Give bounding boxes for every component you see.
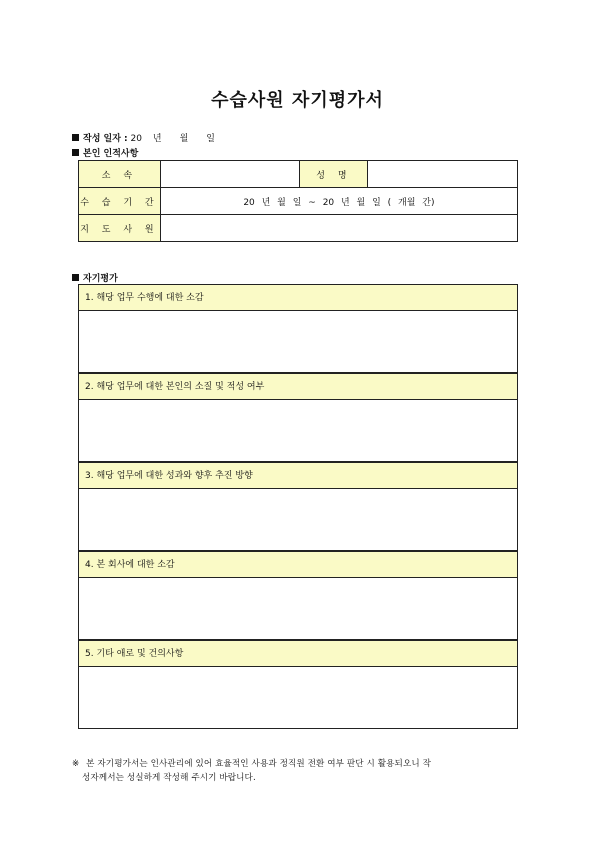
date-label: 작성 일자 : <box>83 134 128 144</box>
footnote-line-1 <box>72 757 431 769</box>
eval-section-answer[interactable] <box>79 578 517 639</box>
date-line <box>72 131 215 144</box>
eval-section-1 <box>78 284 518 373</box>
self-eval-heading-text: 자기평가 <box>83 274 118 284</box>
bullet-square-icon <box>72 134 79 141</box>
eval-section-2 <box>78 373 518 462</box>
eval-section-3 <box>78 462 518 551</box>
eval-section-5 <box>78 640 518 729</box>
affiliation-label: 소 속 <box>79 161 161 188</box>
eval-section-title: 1. 해당 업무 수행에 대한 소감 <box>79 285 517 311</box>
eval-section-answer[interactable] <box>79 400 517 461</box>
eval-section-answer[interactable] <box>79 489 517 550</box>
eval-section-title: 3. 해당 업무에 대한 성과와 향후 추진 방향 <box>79 463 517 489</box>
date-day-unit: 일 <box>206 134 215 144</box>
name-field[interactable] <box>368 161 518 188</box>
personal-heading-text: 본인 인적사항 <box>83 149 139 159</box>
bullet-square-icon <box>72 274 79 281</box>
eval-section-answer[interactable] <box>79 311 517 372</box>
date-year-unit: 년 <box>152 134 162 144</box>
affiliation-field[interactable] <box>160 161 300 188</box>
eval-section-answer[interactable] <box>79 667 517 728</box>
name-label: 성 명 <box>300 161 368 188</box>
page-title: 수습사원 자기평가서 <box>211 90 384 111</box>
self-eval-heading <box>72 271 118 284</box>
footnote-line-2: 성자께서는 성실하게 작성해 주시기 바랍니다. <box>82 773 256 783</box>
date-month-unit: 월 <box>179 134 189 144</box>
bullet-square-icon <box>72 149 79 156</box>
eval-section-title: 2. 해당 업무에 대한 본인의 소질 및 적성 여부 <box>79 374 517 400</box>
eval-section-4 <box>78 551 518 640</box>
footnote-text-1: 본 자기평가서는 인사관리에 있어 효율적인 사용과 정직원 전환 여부 판단 시 활용되오니 작 <box>86 759 431 769</box>
period-label: 수 습 기 간 <box>79 188 161 215</box>
mentor-field[interactable] <box>160 215 517 242</box>
eval-section-title: 4. 본 회사에 대한 소감 <box>79 552 517 578</box>
footnote-mark: ※ <box>72 759 80 769</box>
mentor-label: 지 도 사 원 <box>79 215 161 242</box>
personal-heading <box>72 146 138 159</box>
date-year: 20 <box>130 134 142 144</box>
personal-info-table <box>78 160 518 242</box>
eval-section-title: 5. 기타 애로 및 건의사항 <box>79 641 517 667</box>
period-field[interactable]: 20 년 월 일 ~ 20 년 월 일 ( 개월 간) <box>160 188 517 215</box>
